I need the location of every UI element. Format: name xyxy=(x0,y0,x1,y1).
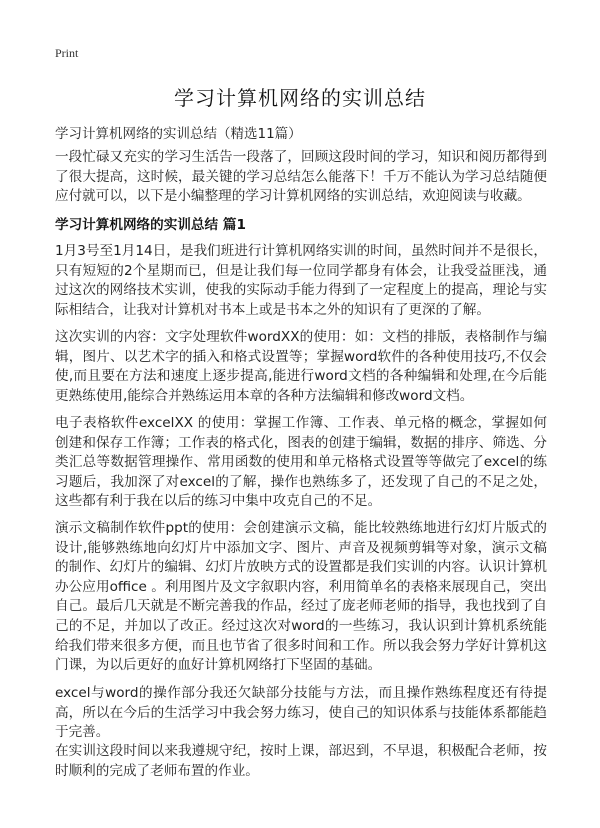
intro-paragraph: 一段忙碌又充实的学习生活告一段落了，回顾这段时间的学习，知识和阅历都得到了很大提高，这时候，最关键的学习总结怎么能落下！千万不能认为学习总结随便应付就可以，以下是小编整理的学习计算机网络的实训总结，欢迎阅读与收藏。 xyxy=(55,149,547,205)
document-subtitle: 学习计算机网络的实训总结（精选11篇） xyxy=(55,126,302,142)
body-paragraph-3: 电子表格软件excelXX 的使用：掌握工作簿、工作表、单元格的概念，掌握如何创建和保存工作簿；工作表的格式化，图表的创建于编辑，数据的排序、筛选、分类汇总等数据管理操作、常用函数的使用和单元格格式设置等等做完了excel的练习题后，我加深了对excel的了解，操作也熟练多了，还发现了自己的不足之处，这些都有利于我在以后的练习中集中攻克自己的不足。 xyxy=(55,415,547,510)
body-paragraph-4: 演示文稿制作软件ppt的使用：会创建演示文稿，能比较熟练地进行幻灯片版式的设计,能够熟练地向幻灯片中添加文字、图片、声音及视频剪辑等对象，演示文稿的制作、幻灯片的编辑、幻灯片放映方式的设置都是我们实训的内容。认识计算机办公应用office 。利用图片及文字叙职内容，利用简单名的表格来展现自己，突出自己。最后几天就是不断完善我的作品，经过了庞老师老师的指导，我也找到了自己的不足，并加以了改正。经过这次对word的一些练习，我认识到计算机系统能给我们带来很多方便，而且也节省了很多时间和工作。所以我会努力学好计算机这门课，为以后更好的血好计算机网络打下坚固的基础。 xyxy=(55,520,547,674)
print-label[interactable]: Print xyxy=(55,46,79,60)
section-heading: 学习计算机网络的实训总结 篇1 xyxy=(55,217,246,233)
body-paragraph-5: excel与word的操作部分我还欠缺部分技能与方法，而且操作熟练程度还有待提高，所以在今后的生活学习中我会努力练习，使自己的知识体系与技能体系都能趋于完善。 xyxy=(55,685,547,741)
body-paragraph-6: 在实训这段时间以来我遵规守纪，按时上课，部迟到，不早退，积极配合老师，按时顺利的完成了老师布置的作业。 xyxy=(55,743,547,779)
document-title: 学习计算机网络的实训总结 xyxy=(174,86,426,110)
body-paragraph-1: 1月3号至1月14日，是我们班进行计算机网络实训的时间，虽然时间并不是很长，只有短短的2个星期而已，但是让我们每一位同学都身有体会，让我受益匪浅，通过这次的网络技术实训，使我的实际动手能力得到了一定程度上的提高，理论与实际相结合，让我对计算机对书本上或是书本之外的知识有了更深的了解。 xyxy=(55,243,547,318)
body-paragraph-2: 这次实训的内容：文字处理软件wordXX的使用：如：文档的排版，表格制作与编辑，图片、以艺术字的插入和格式设置等；掌握word软件的各种使用技巧,不仅会使,而且要在方法和速度上逐步提高,能进行word文档的各种编辑和处理,在今后能更熟练使用,能综合并熟练运用本章的各种方法编辑和修改word文档。 xyxy=(55,329,547,404)
